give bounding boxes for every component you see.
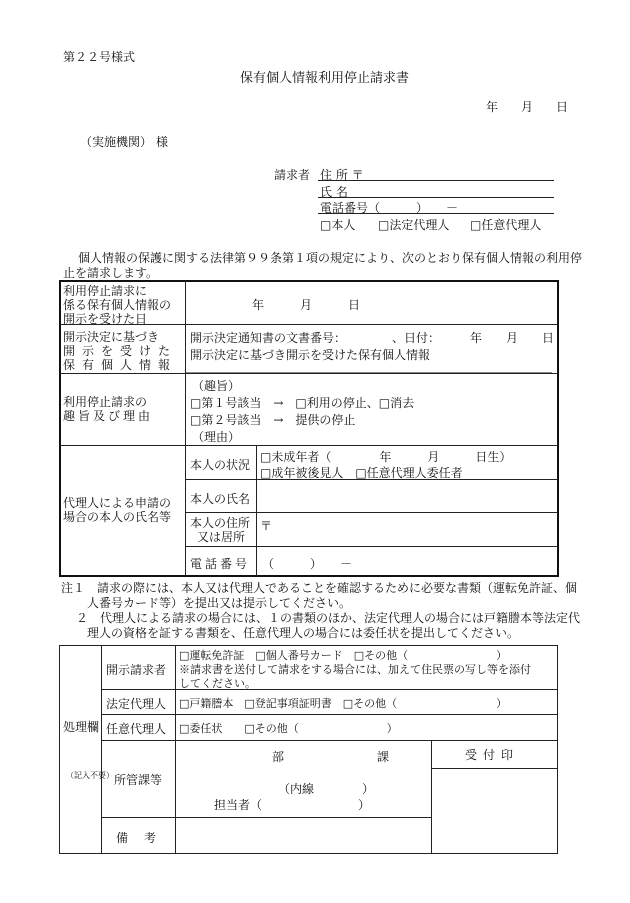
proc-voluntary-label: 任意代理人 (106, 722, 167, 736)
row4-label-1: 代理人による申請の (63, 496, 172, 510)
proc-requester-note-1: ※請求書を送付して請求をする場合には、加えて住民票の写し等を添付 (179, 663, 531, 676)
date-day: 日 (556, 100, 569, 114)
proc-receipt-label: 受付印 (465, 748, 520, 762)
row1-date[interactable]: 年 月 日 (252, 298, 361, 312)
row1-label-1: 利用停止請求に (63, 284, 148, 298)
row4-address-label-2: 又は居所 (197, 530, 246, 544)
row2-date-label: 、日付： (392, 331, 441, 345)
requester-type-voluntary[interactable]: □任意代理人 (470, 218, 542, 232)
name-underline (318, 197, 554, 198)
intro-line-2: 止を請求します。 (63, 266, 159, 280)
row3-reason-head: （理由） (192, 430, 241, 444)
proc-requester-label: 開示請求者 (106, 663, 167, 677)
note-1-line-2: 人番号カード等）を提出又は提示してください。 (87, 596, 352, 610)
row4-status-label: 本人の状況 (190, 458, 251, 472)
note-2-line-1: ２ 代理人による請求の場合には、１の書類のほか、法定代理人の場合には戸籍謄本等法定代 (76, 611, 581, 625)
row4-address-label-1: 本人の住所 (190, 516, 251, 530)
note-2-line-2: 理人の資格を証する書類を、任意代理人の場合には委任状を提出してください。 (87, 626, 520, 640)
proc-staff[interactable]: 担当者（ ） (214, 798, 371, 812)
row4-phone-label: 電話番号 (190, 557, 251, 571)
page-title: 保有個人情報利用停止請求書 (240, 71, 410, 86)
row2-date-value[interactable]: 年 月 日 (470, 331, 555, 345)
proc-voluntary-docs[interactable]: □委任状 □その他（ ） (179, 722, 398, 735)
row1-label-2: 係る保有個人情報の (63, 298, 172, 312)
row1-label-3: 開示を受けた日 (63, 312, 148, 326)
addressee-honorific: 様 (156, 135, 169, 149)
remarks-area[interactable] (176, 818, 431, 854)
addressee-org: （実施機関） (80, 135, 153, 149)
row2-doc-number[interactable]: 開示決定通知書の文書番号： (190, 331, 347, 345)
row3-purpose-head: （趣旨） (192, 379, 241, 393)
note-1-line-1: 注１ 請求の際には、本人又は代理人であることを確認するために必要な書類（運転免許証、個 (61, 581, 578, 595)
form-number: 第２２号様式 (63, 50, 136, 64)
processing-side-label: 処理欄 (63, 720, 100, 734)
proc-dept-ka: 課 (377, 750, 390, 764)
proc-dept-bu: 部 (272, 750, 285, 764)
row4-name-label: 本人の氏名 (190, 492, 251, 506)
proc-remarks-label: 備考 (116, 831, 173, 845)
proc-requester-docs[interactable]: □運転免許証 □個人番号カード □その他（ ） (179, 649, 508, 662)
row4-status-minor[interactable]: □未成年者（ 年 月 日生） (260, 450, 512, 464)
row3-option-2[interactable]: □第２号該当 → 提供の停止 (190, 413, 356, 427)
row4-phone-value[interactable]: （ ） － (262, 557, 353, 571)
row3-label-1: 利用停止請求の (63, 395, 148, 409)
main-table-divider (185, 281, 186, 576)
row3-option-1[interactable]: □第１号該当 → □利用の停止、□消去 (190, 396, 415, 410)
date-month: 月 (521, 100, 534, 114)
requester-label: 請求者 (274, 168, 311, 182)
requester-address-label: 住 所 〒 (320, 168, 364, 182)
proc-legal-label: 法定代理人 (106, 697, 167, 711)
row3-label-2: 趣旨及び理由 (63, 409, 154, 423)
proc-legal-docs[interactable]: □戸籍謄本 □登記事項証明書 □その他（ ） (179, 697, 508, 710)
processing-side-note: （記入不要） (66, 771, 114, 780)
date-year: 年 (486, 100, 499, 114)
row4-address-postal[interactable]: 〒 (260, 519, 273, 533)
intro-line-1: 個人情報の保護に関する法律第９９条第１項の規定により、次のとおり保有個人情報の利用停 (78, 251, 583, 265)
row2-label-2: 開示を受けた (63, 344, 178, 358)
phone-underline (318, 213, 554, 214)
row2-info[interactable]: 開示決定に基づき開示を受けた保有個人情報 (190, 348, 431, 362)
requester-phone-label: 電話番号（ ） － (320, 201, 459, 215)
row2-label-1: 開示決定に基づき (63, 330, 160, 344)
proc-requester-note-2: してください。 (179, 677, 256, 690)
proc-dept-label: 所管課等 (114, 773, 163, 787)
requester-name-label: 氏 名 (320, 185, 348, 199)
receipt-stamp-area[interactable] (432, 769, 558, 854)
proc-extension[interactable]: （内線 ） (278, 782, 375, 796)
address-underline (318, 180, 554, 181)
row4-status-guardian[interactable]: □成年被後見人 □任意代理人委任者 (260, 466, 463, 480)
row2-label-3: 保有個人情報 (63, 358, 178, 372)
requester-type-legal[interactable]: □法定代理人 (378, 218, 450, 232)
requester-type-self[interactable]: □本人 (320, 218, 356, 232)
row4-label-2: 場合の本人の氏名等 (63, 510, 172, 524)
